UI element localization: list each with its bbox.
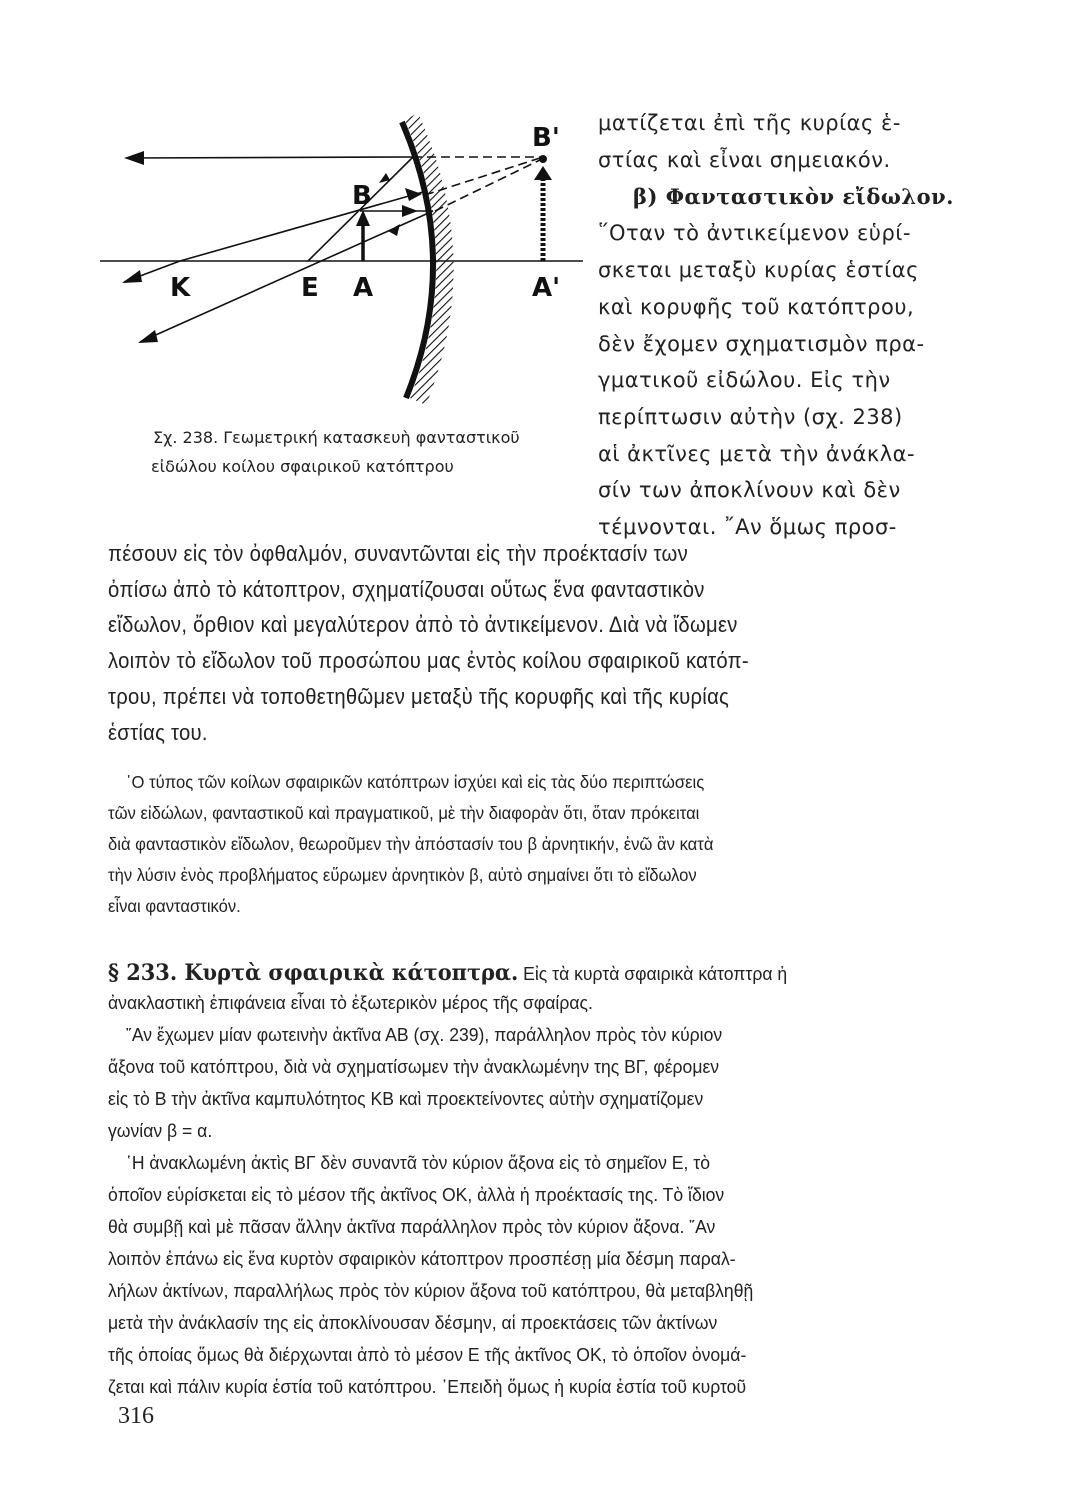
label-K: K bbox=[170, 273, 191, 303]
caption-line: Σχ. 238. Γεωμετρική κατασκευὴ φανταστικοῦ bbox=[153, 428, 520, 447]
label-B-prime: B' bbox=[532, 123, 560, 153]
text-line: τέμνονται. ῎Αν ὅμως προσ- bbox=[598, 515, 897, 539]
text-line: ἀνακλαστικὴ ἐπιφάνεια εἶναι τὸ ἐξωτερικὸν μέρος τῆς σφαίρας. bbox=[108, 992, 593, 1013]
text-line: ῾Ο τύπος τῶν κοίλων σφαιρικῶν κατόπτρων ἰσχύει καὶ εἰς τὰς δύο περιπτώσεις bbox=[126, 772, 705, 792]
section-heading: § 233. Κυρτὰ σφαιρικὰ κάτοπτρα. bbox=[108, 960, 519, 986]
text-line: σίν των ἀποκλίνουν καὶ δὲν bbox=[598, 478, 901, 502]
text-line: τῶν εἰδώλων, φανταστικοῦ καὶ πραγματικοῦ, μὲ τὴν διαφορὰν ὅτι, ὅταν πρόκειται bbox=[108, 803, 700, 823]
text-line: γωνίαν β = α. bbox=[108, 1120, 213, 1141]
text-line: αἱ ἀκτῖνες μετὰ τὴν ἀνάκλα- bbox=[598, 442, 916, 466]
text-line: ἑστίας του. bbox=[108, 720, 208, 745]
text-line: τῆς ὁποίας ὅμως θὰ διέρχωνται ἀπὸ τὸ μέσον Ε τῆς ἀκτῖνος ΟΚ, τὸ ὁποῖον ὀνομά- bbox=[108, 1344, 747, 1365]
text-line: εἰς τὸ Β τὴν ἀκτῖνα καμπυλότητος ΚΒ καὶ προεκτείνοντες αὐτὴν σχηματίζομεν bbox=[108, 1088, 704, 1109]
text-line: στίας καὶ εἶναι σημειακόν. bbox=[598, 148, 891, 172]
text-line: σκεται μεταξὺ κυρίας ἑστίας bbox=[598, 258, 919, 282]
text-line: ματίζεται ἐπὶ τῆς κυρίας ἑ- bbox=[598, 111, 901, 135]
text-line: ζεται καὶ πάλιν κυρία ἑστία τοῦ κατόπτρου. ᾿Επειδὴ ὅμως ἡ κυρία ἑστία τοῦ κυρτοῦ bbox=[108, 1376, 747, 1397]
text-line: καὶ κορυφῆς τοῦ κατόπτρου, bbox=[598, 295, 915, 319]
figure-238 bbox=[100, 80, 600, 440]
subsection-heading: β) Φανταστικὸν εἴδωλον. bbox=[633, 184, 954, 209]
section-first-line bbox=[108, 960, 787, 986]
text-line: τὴν λύσιν ἑνὸς προβλήματος εὕρωμεν ἀρνητικὸν β, αὐτὸ σημαίνει ὅτι τὸ εἴδωλον bbox=[108, 865, 697, 885]
caption-line: εἰδώλου κοίλου σφαιρικοῦ κατόπτρου bbox=[151, 457, 454, 476]
concave-mirror-diagram bbox=[100, 80, 600, 440]
text-line: λοιπὸν ἐπάνω εἰς ἕνα κυρτὸν σφαιρικὸν κάτοπτρον προσπέσῃ μία δέσμη παραλ- bbox=[108, 1248, 736, 1269]
text-line: ὁποῖον εὑρίσκεται εἰς τὸ μέσον τῆς ἀκτῖνος ΟΚ, ἀλλὰ ἡ προέκτασίς της. Τὸ ἴδιον bbox=[108, 1184, 725, 1205]
text-line: μετὰ τὴν ἀνάκλασίν της εἰς ἀποκλίνουσαν δέσμην, αἱ προεκτάσεις τῶν ἀκτίνων bbox=[108, 1312, 718, 1333]
text-line: διὰ φανταστικὸν εἴδωλον, θεωροῦμεν τὴν ἀπόστασίν του β ἀρνητικήν, ἐνῶ ἂν κατὰ bbox=[108, 834, 714, 854]
page-number: 316 bbox=[118, 1403, 154, 1429]
label-A: A bbox=[353, 273, 374, 303]
text-line: λοιπὸν τὸ εἴδωλον τοῦ προσώπου μας ἐντὸς κοίλου σφαιρικοῦ κατόπ- bbox=[108, 648, 749, 673]
label-B: B bbox=[352, 181, 372, 211]
text-line: λήλων ἀκτίνων, παραλλήλως πρὸς τὸν κύριον ἄξονα τοῦ κατόπτρου, θὰ μεταβληθῇ bbox=[108, 1280, 754, 1301]
text-line: θὰ συμβῇ καὶ μὲ πᾶσαν ἄλλην ἀκτῖνα παράλληλον πρὸς τὸν κύριον ἄξονα. ῎Αν bbox=[108, 1216, 716, 1237]
text-line: εἴδωλον, ὄρθιον καὶ μεγαλύτερον ἀπὸ τὸ ἀντικείμενον. Διὰ νὰ ἴδωμεν bbox=[108, 612, 738, 637]
label-E: E bbox=[301, 273, 319, 303]
section-intro-text: Εἰς τὰ κυρτὰ σφαιρικὰ κάτοπτρα ἡ bbox=[523, 963, 788, 984]
text-line: εἶναι φανταστικόν. bbox=[108, 896, 241, 916]
text-line: ῾Η ἀνακλωμένη ἀκτὶς ΒΓ δὲν συναντᾶ τὸν κύριον ἄξονα εἰς τὸ σημεῖον Ε, τὸ bbox=[126, 1152, 711, 1173]
text-line: πέσουν εἰς τὸν ὀφθαλμόν, συναντῶνται εἰς τὴν προέκτασίν των bbox=[108, 541, 688, 566]
text-line: δὲν ἔχομεν σχηματισμὸν πρα- bbox=[598, 332, 925, 356]
text-line: περίπτωσιν αὐτὴν (σχ. 238) bbox=[598, 405, 903, 429]
text-line: ὀπίσω ἀπὸ τὸ κάτοπτρον, σχηματίζουσαι οὕτως ἕνα φανταστικὸν bbox=[108, 577, 705, 602]
text-line: γματικοῦ εἰδώλου. Εἰς τὴν bbox=[598, 368, 891, 392]
label-A-prime: A' bbox=[532, 273, 561, 303]
text-line: ῎Αν ἔχωμεν μίαν φωτεινὴν ἀκτῖνα ΑΒ (σχ. 239), παράλληλον πρὸς τὸν κύριον bbox=[126, 1024, 723, 1045]
text-line: ἄξονα τοῦ κατόπτρου, διὰ νὰ σχηματίσωμεν τὴν ἀνακλωμένην της ΒΓ, φέρομεν bbox=[108, 1056, 720, 1077]
text-line: τρου, πρέπει νὰ τοποθετηθῶμεν μεταξὺ τῆς κορυφῆς καὶ τῆς κυρίας bbox=[108, 684, 730, 709]
text-line: ῞Οταν τὸ ἀντικείμενον εὑρί- bbox=[598, 221, 911, 245]
